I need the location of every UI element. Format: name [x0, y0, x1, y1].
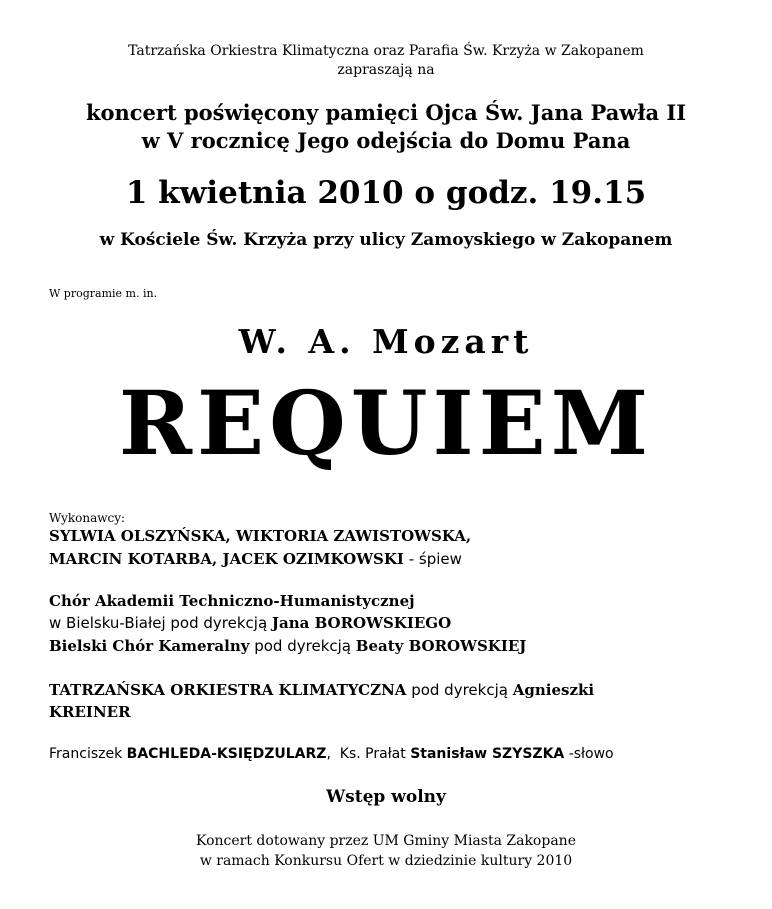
choir1-line2: [49, 613, 451, 634]
work-title: REQUIEM: [118, 371, 654, 475]
choir2-conductor: Beaty BOROWSKIEJ: [355, 637, 527, 655]
choir1-conductor: Jana BOROWSKIEGO: [271, 614, 452, 632]
orchestra-line1: [49, 680, 594, 701]
soloists-line1: [49, 526, 471, 547]
narrator-role: -słowo: [564, 746, 614, 762]
soloists-role: - śpiew: [403, 550, 462, 568]
soloists-line2: [49, 549, 462, 570]
orchestra-under: pod dyrekcją: [406, 681, 513, 699]
soloists-names-1: SYLWIA OLSZYŃSKA, WIKTORIA ZAWISTOWSKA,: [49, 527, 472, 545]
concert-title-line2: w V rocznicę Jego odejścia do Domu Pana: [141, 128, 631, 153]
orchestra-name: TATRZAŃSKA ORKIESTRA KLIMATYCZNA: [49, 681, 407, 699]
choir2-under: pod dyrekcją: [249, 637, 356, 655]
narrator1-first: Franciszek: [49, 746, 127, 762]
choir2-line: [49, 636, 526, 657]
orchestra-line2: [49, 702, 131, 723]
admission-note: Wstęp wolny: [326, 787, 446, 807]
narrators-line: [49, 744, 614, 765]
funding-line1: Koncert dotowany przez UM Gminy Miasta Zakopane: [196, 833, 576, 849]
choir1-name: Chór Akademii Techniczno-Humanistycznej: [49, 592, 415, 610]
funding-line2: w ramach Konkursu Ofert w dziedzinie kultury 2010: [199, 853, 573, 869]
choir1-line1: [49, 591, 415, 612]
choir1-place: w Bielsku-Białej pod dyrekcją: [49, 614, 272, 632]
orchestra-conductor-first: Agnieszki: [512, 681, 595, 699]
orchestra-conductor-last: KREINER: [49, 703, 131, 721]
narrator-separator: , Ks. Prałat: [326, 746, 411, 762]
concert-date: 1 kwietnia 2010 o godz. 19.15: [125, 175, 647, 211]
narrator2-name: Stanisław SZYSZKA: [410, 746, 565, 762]
soloists-names-2: MARCIN KOTARBA, JACEK OZIMKOWSKI: [49, 550, 404, 568]
invitation-line: zapraszają na: [337, 62, 435, 78]
programme-label: W programie m. in.: [49, 287, 158, 300]
narrator1-last: BACHLEDA-KSIĘDZULARZ: [126, 746, 327, 762]
concert-title-line1: koncert poświęcony pamięci Ojca Św. Jana Pawła II: [85, 100, 687, 125]
choir2-name: Bielski Chór Kameralny: [49, 637, 250, 655]
organizers-line: Tatrzańska Orkiestra Klimatyczna oraz Parafia Św. Krzyża w Zakopanem: [128, 43, 644, 59]
composer-name: W. A. Mozart: [238, 322, 534, 361]
performers-label: Wykonawcy:: [49, 511, 126, 525]
concert-venue: w Kościele Św. Krzyża przy ulicy Zamoyskiego w Zakopanem: [99, 230, 673, 250]
